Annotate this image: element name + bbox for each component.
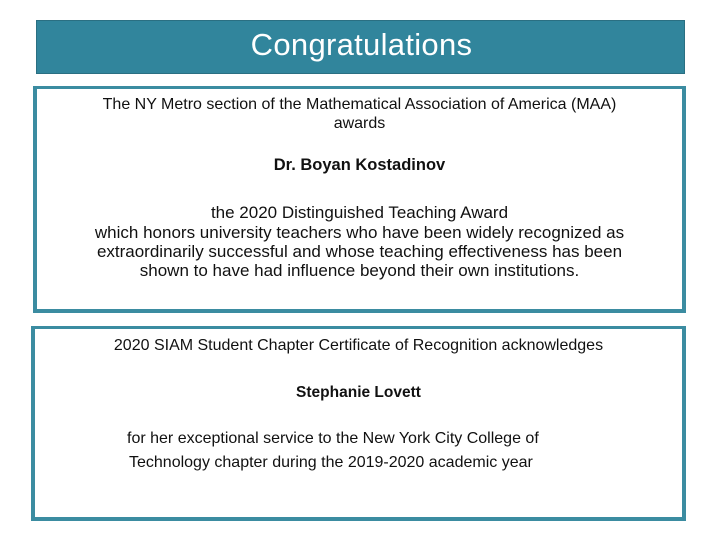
siam-award-recipient: Stephanie Lovett [296, 384, 421, 401]
maa-award-name: the 2020 Distinguished Teaching Award [210, 203, 509, 222]
title-banner [36, 20, 685, 74]
siam-award-box [31, 326, 686, 521]
siam-award-intro: 2020 SIAM Student Chapter Certificate of Recognition acknowledges [113, 337, 604, 354]
maa-award-recipient: Dr. Boyan Kostadinov [273, 156, 446, 174]
siam-award-description-line: Technology chapter during the 2019-2020 academic year [129, 454, 533, 471]
maa-award-intro-verb: awards [333, 115, 386, 132]
page-title: Congratulations [250, 27, 473, 62]
maa-award-intro: The NY Metro section of the Mathematical Association of America (MAA) [102, 96, 617, 113]
siam-award-description-line: for her exceptional service to the New York City College of [127, 430, 539, 447]
maa-award-description-line: shown to have had influence beyond their own institutions. [139, 261, 580, 280]
maa-award-box [33, 86, 686, 313]
maa-award-description-line: extraordinarily successful and whose teaching effectiveness has been [96, 242, 623, 261]
maa-award-description-line: which honors university teachers who have been widely recognized as [94, 223, 625, 242]
